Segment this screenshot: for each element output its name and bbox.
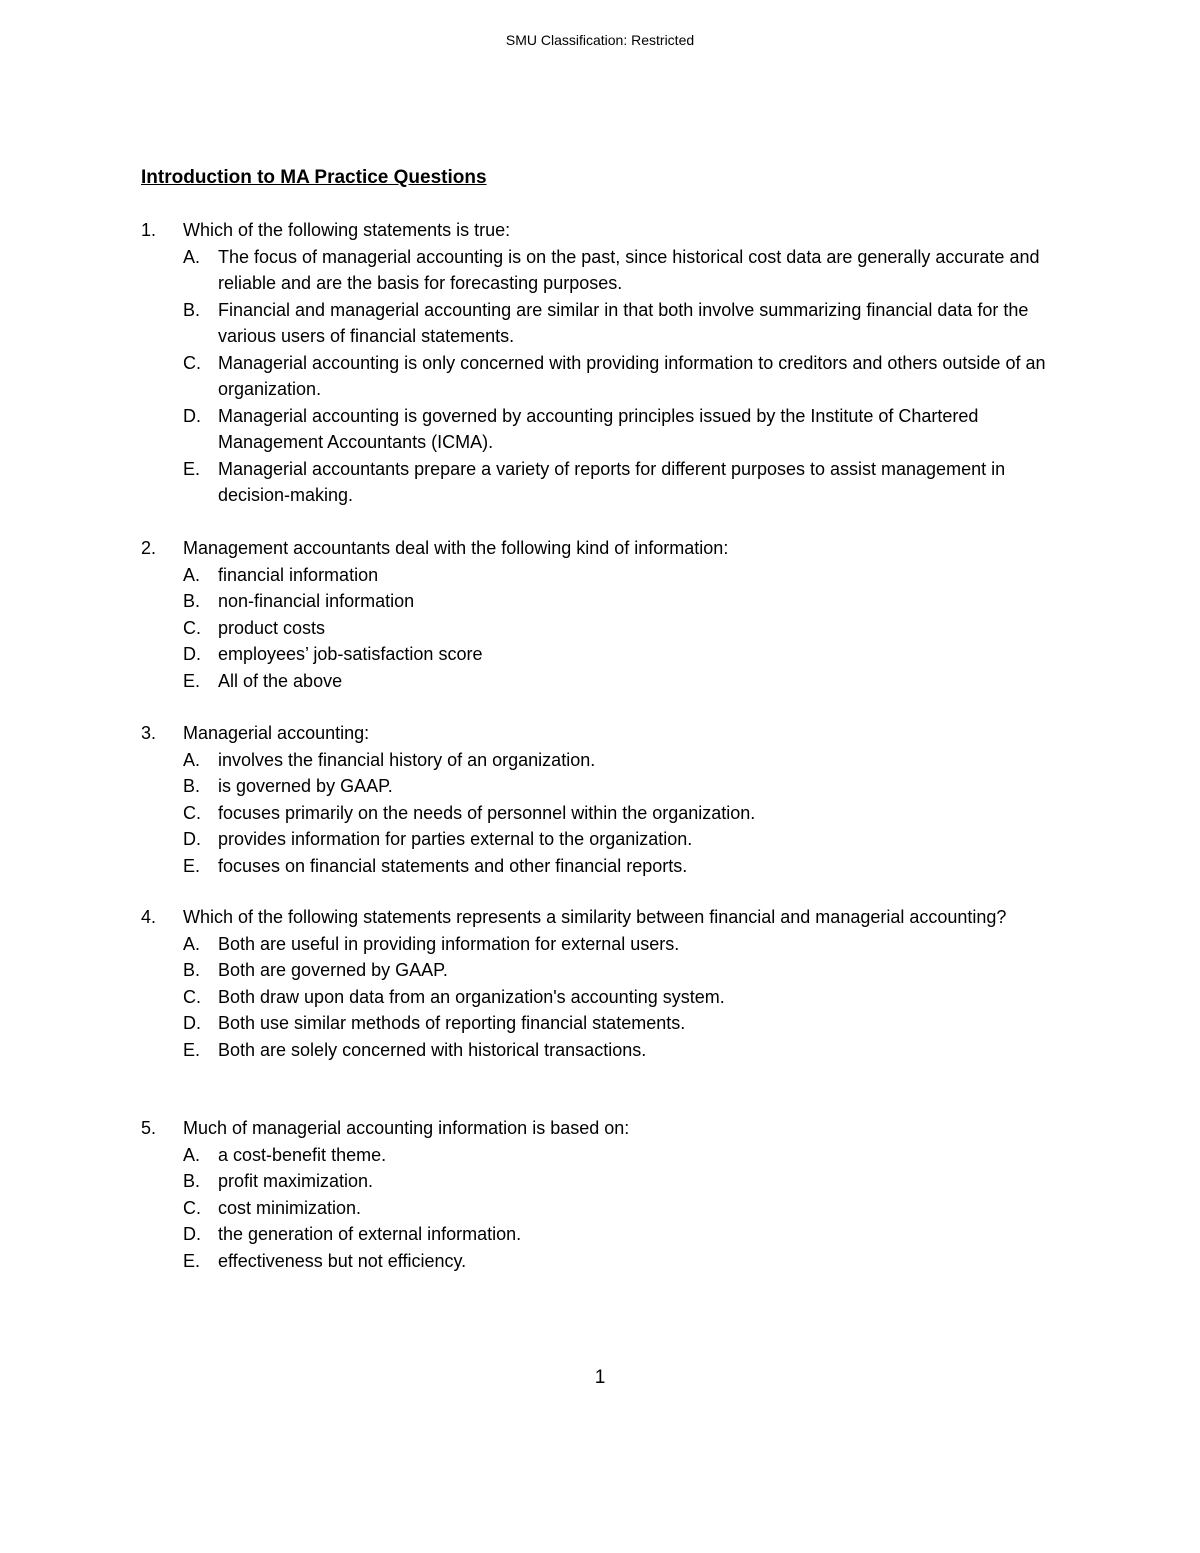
option-text: focuses on financial statements and other financial reports.: [218, 855, 688, 876]
option-letter: A.: [183, 749, 201, 770]
option-letter: C.: [183, 617, 201, 638]
option-letter: E.: [183, 670, 201, 691]
option-letter: D.: [183, 405, 201, 426]
question-2: [141, 535, 1071, 694]
option-text: Both are useful in providing information for external users.: [218, 933, 680, 954]
option-letter: D.: [183, 644, 201, 664]
classification-header: SMU Classification: Restricted: [505, 32, 695, 48]
option-letter: E.: [183, 1039, 201, 1060]
option-letter: C.: [183, 352, 201, 373]
option-text: non-financial information: [218, 591, 415, 611]
question-stem: [141, 535, 1071, 562]
option-list: [183, 1142, 1071, 1275]
option-text: the generation of external information.: [218, 1224, 522, 1244]
option-d: [183, 826, 1071, 853]
question-stem: [141, 217, 1071, 244]
option-text: All of the above: [218, 670, 343, 691]
question-3: [141, 720, 1071, 879]
option-text: Managerial accounting is only concerned with providing information to creditors and others outside of an organization.: [218, 352, 1046, 399]
option-c: [183, 350, 1071, 403]
question-stem: [141, 904, 1071, 931]
option-d: [183, 641, 1071, 668]
option-letter: C.: [183, 986, 201, 1007]
option-c: [183, 984, 1071, 1011]
option-letter: C.: [183, 1197, 201, 1218]
option-letter: C.: [183, 802, 201, 823]
option-list: [183, 931, 1071, 1064]
option-letter: B.: [183, 299, 201, 320]
option-text: Both draw upon data from an organization's accounting system.: [218, 986, 725, 1007]
option-letter: A.: [183, 564, 201, 585]
question-4: [141, 904, 1071, 1063]
option-letter: D.: [183, 1224, 201, 1244]
option-d: [183, 1221, 1071, 1248]
question-1: [141, 217, 1071, 509]
option-letter: A.: [183, 1144, 201, 1165]
option-e: [183, 668, 1071, 695]
option-d: [183, 1010, 1071, 1037]
question-5: [141, 1115, 1071, 1274]
option-letter: A.: [183, 933, 201, 954]
option-text: effectiveness but not efficiency.: [218, 1250, 467, 1271]
option-list: [183, 562, 1071, 695]
option-e: [183, 853, 1071, 880]
option-list: [183, 747, 1071, 880]
option-a: [183, 1142, 1071, 1169]
option-text: The focus of managerial accounting is on the past, since historical cost data are generally accurate and reliable and are the basis for forecasting purposes.: [218, 246, 1040, 293]
question-text: Which of the following statements is true:: [183, 220, 511, 240]
option-letter: D.: [183, 1013, 201, 1033]
option-c: [183, 800, 1071, 827]
question-text: Managerial accounting:: [183, 723, 370, 743]
document-title: Introduction to MA Practice Questions: [141, 167, 487, 188]
option-letter: B.: [183, 1171, 201, 1191]
question-text: Management accountants deal with the following kind of information:: [183, 538, 729, 558]
option-text: Managerial accounting is governed by accounting principles issued by the Institute of Chartered Management Accountants (ICMA).: [218, 405, 979, 452]
option-d: [183, 403, 1071, 456]
question-text: Much of managerial accounting information is based on:: [183, 1118, 630, 1138]
option-letter: D.: [183, 829, 201, 849]
option-text: Both are governed by GAAP.: [218, 960, 448, 980]
option-text: Managerial accountants prepare a variety of reports for different purposes to assist management in decision-making.: [218, 458, 1006, 505]
option-text: profit maximization.: [218, 1171, 374, 1191]
option-text: cost minimization.: [218, 1197, 362, 1218]
option-a: [183, 747, 1071, 774]
option-text: provides information for parties external to the organization.: [218, 829, 693, 849]
question-number: 3.: [141, 723, 157, 743]
question-number: 1.: [141, 220, 157, 240]
option-text: financial information: [218, 564, 379, 585]
question-text: Which of the following statements represents a similarity between financial and managerial accounting?: [183, 907, 1007, 927]
option-a: [183, 562, 1071, 589]
option-a: [183, 244, 1071, 297]
question-number: 2.: [141, 538, 157, 558]
option-e: [183, 456, 1071, 509]
option-text: Both use similar methods of reporting financial statements.: [218, 1013, 686, 1033]
option-b: [183, 773, 1071, 800]
option-b: [183, 297, 1071, 350]
option-text: is governed by GAAP.: [218, 776, 393, 796]
question-number: 4.: [141, 907, 157, 927]
option-b: [183, 957, 1071, 984]
option-text: product costs: [218, 617, 326, 638]
option-letter: B.: [183, 591, 201, 611]
option-text: Financial and managerial accounting are similar in that both involve summarizing financial data for the various users of financial statements.: [218, 299, 1029, 346]
option-letter: B.: [183, 960, 201, 980]
option-e: [183, 1037, 1071, 1064]
option-e: [183, 1248, 1071, 1275]
option-c: [183, 615, 1071, 642]
option-a: [183, 931, 1071, 958]
question-number: 5.: [141, 1118, 157, 1138]
option-letter: A.: [183, 246, 201, 267]
option-b: [183, 1168, 1071, 1195]
question-stem: [141, 720, 1071, 747]
option-letter: E.: [183, 855, 201, 876]
option-text: involves the financial history of an organization.: [218, 749, 596, 770]
option-text: focuses primarily on the needs of personnel within the organization.: [218, 802, 756, 823]
question-stem: [141, 1115, 1071, 1142]
option-list: [183, 244, 1071, 509]
option-c: [183, 1195, 1071, 1222]
option-text: a cost-benefit theme.: [218, 1144, 387, 1165]
option-b: [183, 588, 1071, 615]
option-letter: E.: [183, 458, 201, 479]
option-text: employees’ job-satisfaction score: [218, 644, 483, 664]
option-text: Both are solely concerned with historical transactions.: [218, 1039, 647, 1060]
option-letter: B.: [183, 776, 201, 796]
page-number: 1: [594, 1367, 606, 1388]
option-letter: E.: [183, 1250, 201, 1271]
